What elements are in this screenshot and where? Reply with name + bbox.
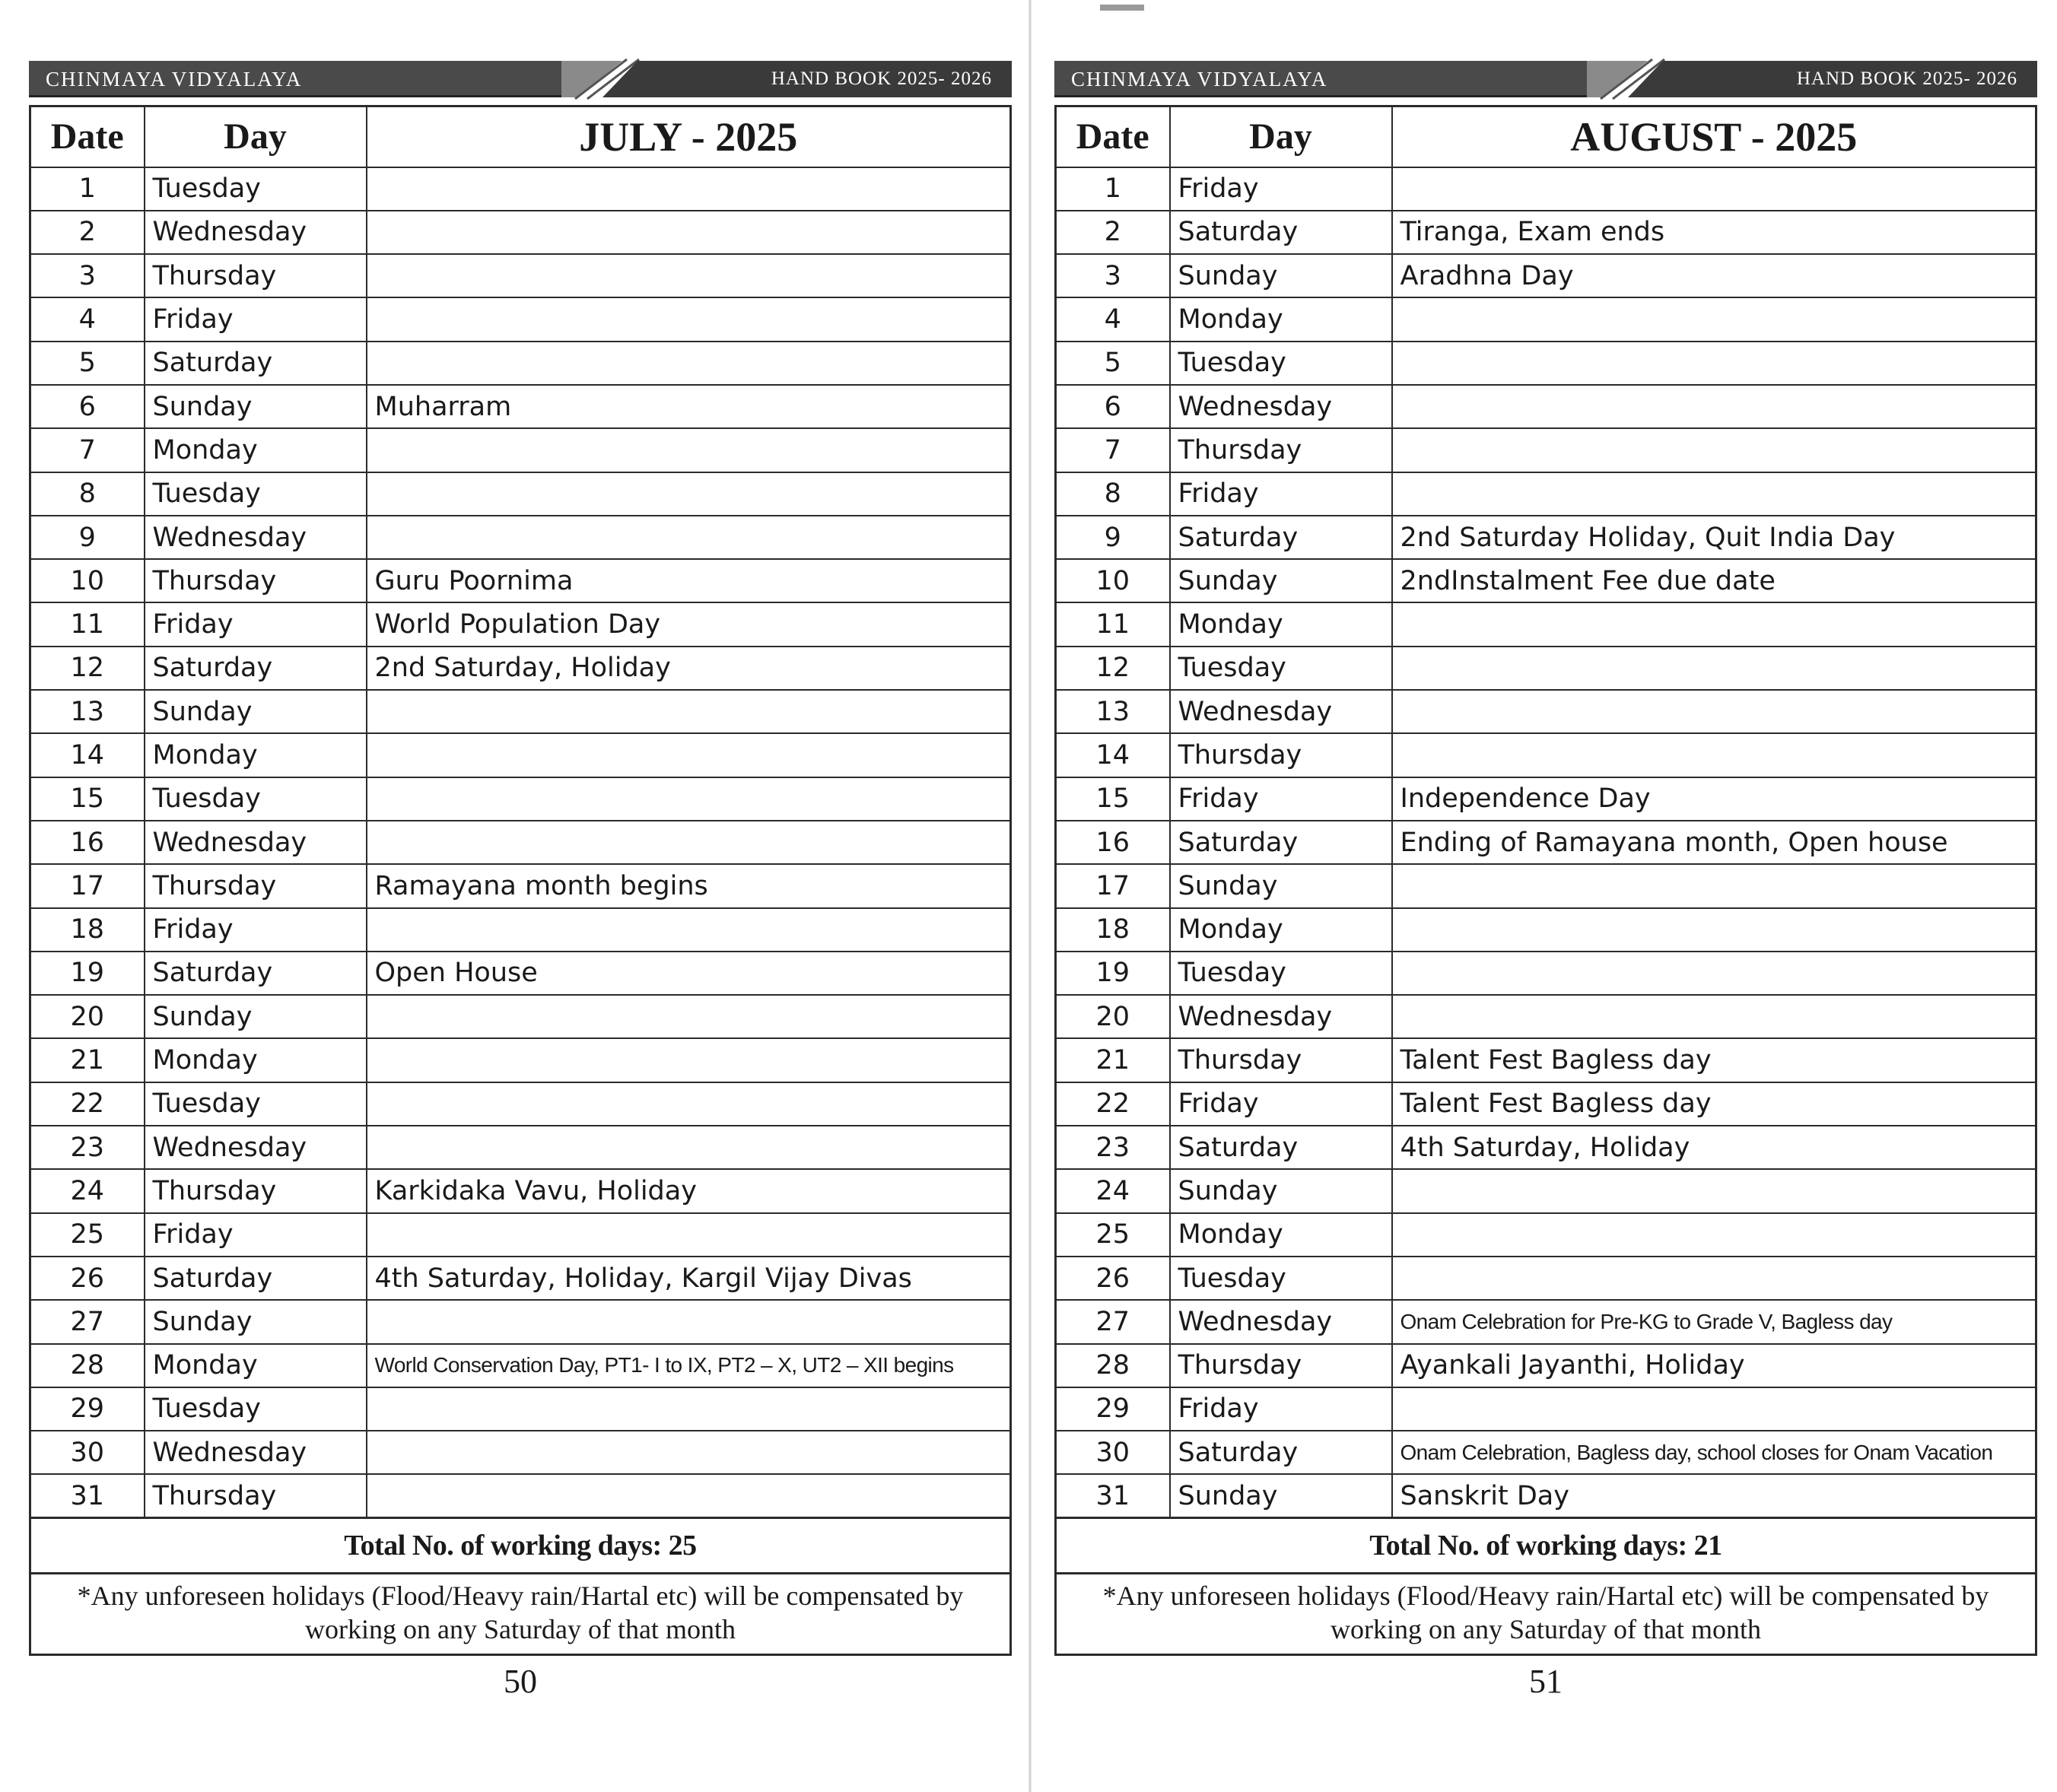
table-row — [1056, 1038, 2036, 1082]
calendar-rows — [30, 167, 1011, 1518]
day-cell: Thursday — [1170, 1038, 1392, 1082]
day-cell: Monday — [1170, 297, 1392, 341]
day-cell: Friday — [145, 602, 367, 646]
day-cell: Sunday — [1170, 1474, 1392, 1517]
event-cell — [1392, 1213, 2036, 1257]
day-cell: Thursday — [145, 254, 367, 297]
event-cell — [367, 211, 1011, 254]
table-row — [30, 1474, 1011, 1517]
table-row — [1056, 428, 2036, 472]
working-days-total: Total No. of working days: 21 — [1054, 1519, 2037, 1574]
event-cell — [1392, 297, 2036, 341]
date-cell: 24 — [30, 1169, 145, 1212]
table-row — [1056, 952, 2036, 995]
table-row — [30, 733, 1011, 777]
date-cell: 31 — [30, 1474, 145, 1517]
event-cell — [1392, 908, 2036, 952]
table-row — [30, 1344, 1011, 1387]
day-cell: Tuesday — [1170, 342, 1392, 385]
table-row — [30, 777, 1011, 821]
date-cell: 29 — [30, 1387, 145, 1431]
event-cell: 4th Saturday, Holiday, Kargil Vijay Divas — [367, 1257, 1011, 1300]
date-cell: 5 — [30, 342, 145, 385]
day-cell: Friday — [1170, 777, 1392, 821]
date-cell: 8 — [1056, 472, 1170, 516]
day-cell: Wednesday — [145, 821, 367, 864]
day-cell: Monday — [145, 733, 367, 777]
table-row — [1056, 777, 2036, 821]
day-cell: Saturday — [1170, 211, 1392, 254]
date-cell: 13 — [1056, 690, 1170, 733]
table-row — [30, 908, 1011, 952]
date-cell: 16 — [30, 821, 145, 864]
table-header-row — [1056, 106, 2036, 167]
day-cell: Wednesday — [145, 1431, 367, 1474]
day-column-header: Day — [1170, 106, 1392, 167]
day-cell: Tuesday — [145, 167, 367, 211]
event-cell: Talent Fest Bagless day — [1392, 1082, 2036, 1126]
date-cell: 6 — [30, 385, 145, 428]
date-cell: 2 — [1056, 211, 1170, 254]
day-cell: Saturday — [145, 342, 367, 385]
event-cell — [1392, 864, 2036, 907]
table-row — [1056, 254, 2036, 297]
working-days-total: Total No. of working days: 25 — [29, 1519, 1012, 1574]
day-cell: Thursday — [145, 559, 367, 602]
table-row — [1056, 647, 2036, 690]
date-cell: 26 — [30, 1257, 145, 1300]
event-cell — [1392, 995, 2036, 1038]
table-row — [1056, 1431, 2036, 1474]
scan-mark — [1100, 5, 1144, 11]
day-cell: Sunday — [145, 690, 367, 733]
date-cell: 22 — [1056, 1082, 1170, 1126]
header-slash-decoration — [1587, 58, 1680, 100]
event-cell — [1392, 647, 2036, 690]
book-spine — [1028, 0, 1032, 1792]
date-cell: 5 — [1056, 342, 1170, 385]
table-row — [30, 211, 1011, 254]
date-cell: 25 — [1056, 1213, 1170, 1257]
date-cell: 22 — [30, 1082, 145, 1126]
date-cell: 1 — [30, 167, 145, 211]
date-cell: 7 — [1056, 428, 1170, 472]
table-row — [30, 254, 1011, 297]
table-row — [30, 167, 1011, 211]
table-row — [1056, 472, 2036, 516]
table-row — [1056, 1474, 2036, 1517]
date-cell: 18 — [30, 908, 145, 952]
date-cell: 21 — [30, 1038, 145, 1082]
day-cell: Wednesday — [1170, 385, 1392, 428]
event-cell: World Population Day — [367, 602, 1011, 646]
table-row — [1056, 516, 2036, 559]
date-cell: 11 — [30, 602, 145, 646]
day-cell: Saturday — [145, 1257, 367, 1300]
event-cell: Open House — [367, 952, 1011, 995]
day-cell: Wednesday — [145, 1126, 367, 1169]
event-cell — [1392, 167, 2036, 211]
event-cell: Independence Day — [1392, 777, 2036, 821]
day-cell: Thursday — [1170, 733, 1392, 777]
event-cell — [367, 1082, 1011, 1126]
event-cell — [1392, 342, 2036, 385]
day-cell: Friday — [1170, 1387, 1392, 1431]
day-cell: Sunday — [1170, 559, 1392, 602]
date-cell: 16 — [1056, 821, 1170, 864]
date-cell: 17 — [1056, 864, 1170, 907]
event-cell — [1392, 733, 2036, 777]
table-row — [30, 1038, 1011, 1082]
day-cell: Thursday — [1170, 428, 1392, 472]
day-cell: Wednesday — [1170, 690, 1392, 733]
table-row — [30, 1082, 1011, 1126]
date-cell: 30 — [30, 1431, 145, 1474]
event-cell — [367, 995, 1011, 1038]
event-cell: Sanskrit Day — [1392, 1474, 2036, 1517]
table-row — [1056, 342, 2036, 385]
table-row — [30, 472, 1011, 516]
date-cell: 24 — [1056, 1169, 1170, 1212]
day-cell: Friday — [1170, 167, 1392, 211]
event-cell — [367, 690, 1011, 733]
date-cell: 23 — [30, 1126, 145, 1169]
date-cell: 15 — [1056, 777, 1170, 821]
table-row — [30, 385, 1011, 428]
event-cell: Karkidaka Vavu, Holiday — [367, 1169, 1011, 1212]
date-cell: 9 — [30, 516, 145, 559]
date-cell: 7 — [30, 428, 145, 472]
date-cell: 20 — [30, 995, 145, 1038]
month-calendar-table — [1054, 105, 2037, 1519]
table-row — [30, 1431, 1011, 1474]
date-column-header: Date — [30, 106, 145, 167]
table-row — [1056, 559, 2036, 602]
event-cell — [1392, 428, 2036, 472]
table-row — [30, 1257, 1011, 1300]
event-cell: Aradhna Day — [1392, 254, 2036, 297]
table-row — [1056, 385, 2036, 428]
day-cell: Monday — [145, 1344, 367, 1387]
date-cell: 6 — [1056, 385, 1170, 428]
page-header — [29, 58, 1012, 100]
day-cell: Sunday — [1170, 254, 1392, 297]
table-row — [1056, 1344, 2036, 1387]
page-number: 51 — [1529, 1663, 1563, 1701]
day-cell: Saturday — [1170, 516, 1392, 559]
date-cell: 14 — [1056, 733, 1170, 777]
table-row — [30, 1300, 1011, 1343]
table-row — [30, 516, 1011, 559]
page-number: 50 — [504, 1663, 537, 1701]
day-cell: Friday — [145, 297, 367, 341]
day-cell: Monday — [1170, 602, 1392, 646]
day-cell: Monday — [1170, 1213, 1392, 1257]
date-cell: 29 — [1056, 1387, 1170, 1431]
event-cell — [1392, 1387, 2036, 1431]
date-cell: 19 — [30, 952, 145, 995]
table-row — [1056, 602, 2036, 646]
day-cell: Tuesday — [1170, 952, 1392, 995]
event-cell: Ending of Ramayana month, Open house — [1392, 821, 2036, 864]
day-cell: Sunday — [145, 995, 367, 1038]
table-row — [1056, 1213, 2036, 1257]
day-cell: Thursday — [1170, 1344, 1392, 1387]
table-row — [30, 559, 1011, 602]
table-row — [1056, 1257, 2036, 1300]
table-row — [1056, 167, 2036, 211]
event-cell — [367, 1213, 1011, 1257]
date-cell: 12 — [30, 647, 145, 690]
date-cell: 27 — [1056, 1300, 1170, 1343]
date-cell: 9 — [1056, 516, 1170, 559]
event-cell: Onam Celebration for Pre-KG to Grade V, Bagless day — [1392, 1300, 2036, 1343]
day-cell: Saturday — [1170, 821, 1392, 864]
handbook-label: HAND BOOK 2025- 2026 — [1680, 61, 2037, 97]
day-cell: Monday — [145, 428, 367, 472]
day-cell: Tuesday — [145, 1387, 367, 1431]
day-cell: Sunday — [1170, 1169, 1392, 1212]
school-name: CHINMAYA VIDYALAYA — [1054, 61, 1587, 97]
table-row — [30, 428, 1011, 472]
table-row — [30, 602, 1011, 646]
event-cell — [367, 516, 1011, 559]
month-calendar-table — [29, 105, 1012, 1519]
table-row — [30, 342, 1011, 385]
day-cell: Sunday — [145, 385, 367, 428]
event-cell — [1392, 952, 2036, 995]
event-cell — [1392, 472, 2036, 516]
day-cell: Tuesday — [1170, 647, 1392, 690]
day-cell: Saturday — [145, 952, 367, 995]
date-cell: 13 — [30, 690, 145, 733]
date-cell: 28 — [30, 1344, 145, 1387]
table-row — [1056, 733, 2036, 777]
table-row — [30, 821, 1011, 864]
table-row — [30, 1387, 1011, 1431]
event-cell: Tiranga, Exam ends — [1392, 211, 2036, 254]
day-cell: Friday — [145, 908, 367, 952]
header-slash-decoration — [561, 58, 654, 100]
table-row — [1056, 297, 2036, 341]
day-cell: Saturday — [145, 647, 367, 690]
event-cell — [367, 1038, 1011, 1082]
event-cell: World Conservation Day, PT1- I to IX, PT2 – X, UT2 – XII begins — [367, 1344, 1011, 1387]
date-cell: 12 — [1056, 647, 1170, 690]
table-row — [1056, 690, 2036, 733]
calendar-rows — [1056, 167, 2036, 1518]
day-cell: Sunday — [1170, 864, 1392, 907]
day-column-header: Day — [145, 106, 367, 167]
table-row — [1056, 995, 2036, 1038]
event-cell — [367, 821, 1011, 864]
table-row — [30, 1126, 1011, 1169]
date-cell: 15 — [30, 777, 145, 821]
date-cell: 31 — [1056, 1474, 1170, 1517]
date-cell: 17 — [30, 864, 145, 907]
day-cell: Friday — [1170, 1082, 1392, 1126]
event-cell — [1392, 1169, 2036, 1212]
event-cell: 2nd Saturday, Holiday — [367, 647, 1011, 690]
event-cell — [367, 472, 1011, 516]
month-title: AUGUST - 2025 — [1392, 106, 2036, 167]
event-cell — [1392, 690, 2036, 733]
page-header — [1054, 58, 2037, 100]
table-row — [1056, 1126, 2036, 1169]
event-cell — [1392, 1257, 2036, 1300]
table-row — [1056, 864, 2036, 907]
event-cell — [367, 777, 1011, 821]
handbook-label: HAND BOOK 2025- 2026 — [654, 61, 1012, 97]
table-row — [30, 647, 1011, 690]
date-cell: 4 — [1056, 297, 1170, 341]
day-cell: Tuesday — [1170, 1257, 1392, 1300]
date-cell: 26 — [1056, 1257, 1170, 1300]
event-cell — [367, 428, 1011, 472]
date-cell: 20 — [1056, 995, 1170, 1038]
day-cell: Thursday — [145, 1474, 367, 1517]
holiday-note: *Any unforeseen holidays (Flood/Heavy rain/Hartal etc) will be compensated by working on any Saturday of that month — [1054, 1574, 2037, 1656]
event-cell: 2ndInstalment Fee due date — [1392, 559, 2036, 602]
event-cell: Guru Poornima — [367, 559, 1011, 602]
table-row — [30, 995, 1011, 1038]
date-cell: 3 — [30, 254, 145, 297]
event-cell — [367, 908, 1011, 952]
event-cell — [367, 167, 1011, 211]
table-row — [1056, 211, 2036, 254]
event-cell — [1392, 385, 2036, 428]
date-cell: 30 — [1056, 1431, 1170, 1474]
date-cell: 28 — [1056, 1344, 1170, 1387]
date-cell: 18 — [1056, 908, 1170, 952]
date-cell: 19 — [1056, 952, 1170, 995]
day-cell: Monday — [1170, 908, 1392, 952]
date-cell: 3 — [1056, 254, 1170, 297]
page-right — [1054, 58, 2037, 1701]
table-row — [30, 1213, 1011, 1257]
event-cell — [367, 297, 1011, 341]
event-cell: 2nd Saturday Holiday, Quit India Day — [1392, 516, 2036, 559]
day-cell: Tuesday — [145, 777, 367, 821]
date-column-header: Date — [1056, 106, 1170, 167]
table-row — [1056, 821, 2036, 864]
school-name: CHINMAYA VIDYALAYA — [29, 61, 561, 97]
day-cell: Tuesday — [145, 1082, 367, 1126]
event-cell — [367, 1387, 1011, 1431]
day-cell: Wednesday — [1170, 995, 1392, 1038]
date-cell: 8 — [30, 472, 145, 516]
page-left — [29, 58, 1012, 1701]
date-cell: 4 — [30, 297, 145, 341]
date-cell: 21 — [1056, 1038, 1170, 1082]
day-cell: Saturday — [1170, 1431, 1392, 1474]
event-cell: Onam Celebration, Bagless day, school closes for Onam Vacation — [1392, 1431, 2036, 1474]
day-cell: Thursday — [145, 864, 367, 907]
event-cell — [367, 254, 1011, 297]
table-row — [1056, 908, 2036, 952]
day-cell: Sunday — [145, 1300, 367, 1343]
event-cell: Talent Fest Bagless day — [1392, 1038, 2036, 1082]
table-row — [30, 690, 1011, 733]
table-row — [1056, 1082, 2036, 1126]
holiday-note: *Any unforeseen holidays (Flood/Heavy rain/Hartal etc) will be compensated by working on any Saturday of that month — [29, 1574, 1012, 1656]
month-title: JULY - 2025 — [367, 106, 1011, 167]
date-cell: 11 — [1056, 602, 1170, 646]
date-cell: 2 — [30, 211, 145, 254]
table-row — [30, 864, 1011, 907]
date-cell: 10 — [30, 559, 145, 602]
day-cell: Saturday — [1170, 1126, 1392, 1169]
table-row — [1056, 1300, 2036, 1343]
day-cell: Wednesday — [1170, 1300, 1392, 1343]
day-cell: Tuesday — [145, 472, 367, 516]
table-row — [1056, 1387, 2036, 1431]
event-cell: Ramayana month begins — [367, 864, 1011, 907]
day-cell: Wednesday — [145, 211, 367, 254]
event-cell: Ayankali Jayanthi, Holiday — [1392, 1344, 2036, 1387]
day-cell: Friday — [145, 1213, 367, 1257]
date-cell: 1 — [1056, 167, 1170, 211]
event-cell — [367, 1474, 1011, 1517]
event-cell — [367, 1126, 1011, 1169]
event-cell: 4th Saturday, Holiday — [1392, 1126, 2036, 1169]
day-cell: Wednesday — [145, 516, 367, 559]
day-cell: Monday — [145, 1038, 367, 1082]
table-row — [30, 297, 1011, 341]
table-row — [1056, 1169, 2036, 1212]
event-cell — [367, 733, 1011, 777]
date-cell: 23 — [1056, 1126, 1170, 1169]
event-cell — [1392, 602, 2036, 646]
event-cell: Muharram — [367, 385, 1011, 428]
date-cell: 14 — [30, 733, 145, 777]
table-row — [30, 1169, 1011, 1212]
date-cell: 25 — [30, 1213, 145, 1257]
day-cell: Friday — [1170, 472, 1392, 516]
date-cell: 10 — [1056, 559, 1170, 602]
event-cell — [367, 342, 1011, 385]
event-cell — [367, 1431, 1011, 1474]
table-header-row — [30, 106, 1011, 167]
day-cell: Thursday — [145, 1169, 367, 1212]
date-cell: 27 — [30, 1300, 145, 1343]
event-cell — [367, 1300, 1011, 1343]
table-row — [30, 952, 1011, 995]
